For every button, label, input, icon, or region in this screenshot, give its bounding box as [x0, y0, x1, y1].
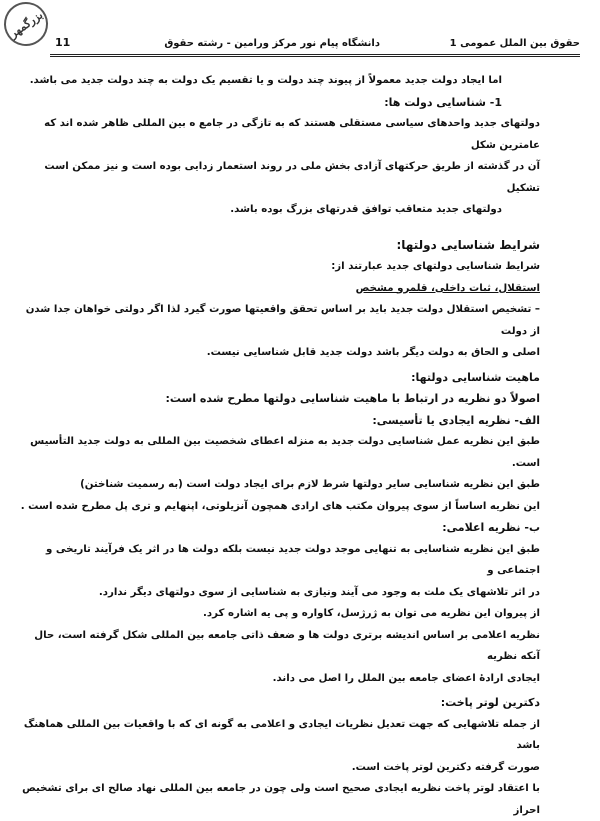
paragraph-line: دولتهای جدید واحدهای سیاسی مستقلی هستند که به تازگی در جامع ه بین المللی ظاهر شده اند که عامترین شکل — [44, 118, 540, 151]
paragraph: اصولاً دو نظریه در ارتباط با ماهیت شناسایی دولتها مطرح شده است: — [165, 392, 540, 405]
watermark-seal: بزرگمهر — [0, 0, 57, 55]
paragraph-line: صورت گرفته دکترین لوتر پاخت است. — [351, 761, 540, 773]
paragraph-line: با اعتقاد لوتر پاخت نظریه ایجادی صحیح است ولی چون در جامعه بین المللی نهاد صالح ای برای تشخیص احراز — [22, 783, 540, 816]
university-name: دانشگاه پیام نور مرکز ورامین - رشته حقوق — [164, 38, 380, 49]
paragraph: اما ایجاد دولت جدید معمولاً از پیوند چند دولت و یا تقسیم یک دولت به چند دولت جدید می باشد. — [29, 75, 502, 86]
page-header — [50, 36, 580, 57]
paragraph-line: طبق این نظریه شناسایی به تنهایی موجد دولت جدید نیست بلکه دولت ها در اثر یک فرآیند تاریخی و اجتماعی و — [45, 543, 540, 576]
section-heading: 1- شناسایی دولت ها: — [384, 95, 502, 109]
paragraph-line: نظریه اعلامی بر اساس اندیشه برتری دولت ها و ضعف ذاتی جامعه بین المللی شکل گرفته است، حال آنکه نظریه — [34, 629, 540, 662]
conditions-list: استقلال، ثبات داخلی، قلمرو مشخص — [355, 282, 540, 294]
section-heading: ب- نظریه اعلامی: — [442, 521, 540, 534]
section-heading: دکترین لوتر پاخت: — [440, 696, 540, 709]
paragraph: طبق این نظریه عمل شناسایی دولت جدید به منزله اعطای شخصیت بین المللی به دولت جدید التأسیس است. — [30, 436, 540, 469]
section-heading: الف- نظریه ایجادی یا تأسیسی: — [372, 413, 540, 427]
paragraph-line: از جمله تلاشهایی که جهت تعدیل نظریات ایجادی و اعلامی به گونه ای که با واقعیات بین المللی هماهنگ باشد — [23, 718, 540, 751]
course-title: حقوق بین الملل عمومی 1 — [449, 38, 580, 49]
paragraph: این نظریه اساساً از سوی پیروان مکتب های ارادی همچون آنزیلوتی، اپنهایم و تری پل مطرح شده است . — [20, 500, 540, 512]
paragraph: از پیروان این نظریه می توان به ژرژسل، کاواره و پی یه اشاره کرد. — [203, 608, 540, 619]
paragraph: شرایط شناسایی دولتهای جدید عبارتند از: — [331, 261, 540, 272]
paragraph-line: دولتهای جدید متعاقب توافق قدرتهای بزرگ بوده باشد. — [230, 204, 502, 215]
section-heading: ماهیت شناسایی دولتها: — [411, 370, 540, 384]
paragraph-line: ایجادی ارادهٔ اعضای جامعه بین الملل را اصل می داند. — [272, 672, 540, 684]
paragraph-line: اصلی و الحاق به دولت دیگر باشد دولت جدید قابل شناسایی نیست. — [206, 347, 540, 358]
paragraph-line: آن در گذشته از طریق حرکتهای آزادی بخش ملی در روند استعمار زدایی بوده است و نیز ممکن است تشکیل — [44, 161, 540, 194]
paragraph: طبق این نظریه شناسایی سایر دولتها شرط لازم برای ایجاد دولت است (به رسمیت شناختن) — [80, 479, 540, 490]
page-number: 11 — [55, 36, 71, 49]
document-body — [20, 70, 540, 816]
section-heading: شرایط شناسایی دولتها: — [396, 237, 540, 252]
paragraph-line: در اثر تلاشهای یک ملت به وجود می آیند ونیازی به شناسایی از سوی دولتهای دیگر ندارد. — [98, 586, 540, 598]
paragraph-line: – تشخیص استقلال دولت جدید باید بر اساس تحقق واقعیتها صورت گیرد لذا اگر دولتی خواهان جدا شدن از دولت — [25, 304, 540, 337]
